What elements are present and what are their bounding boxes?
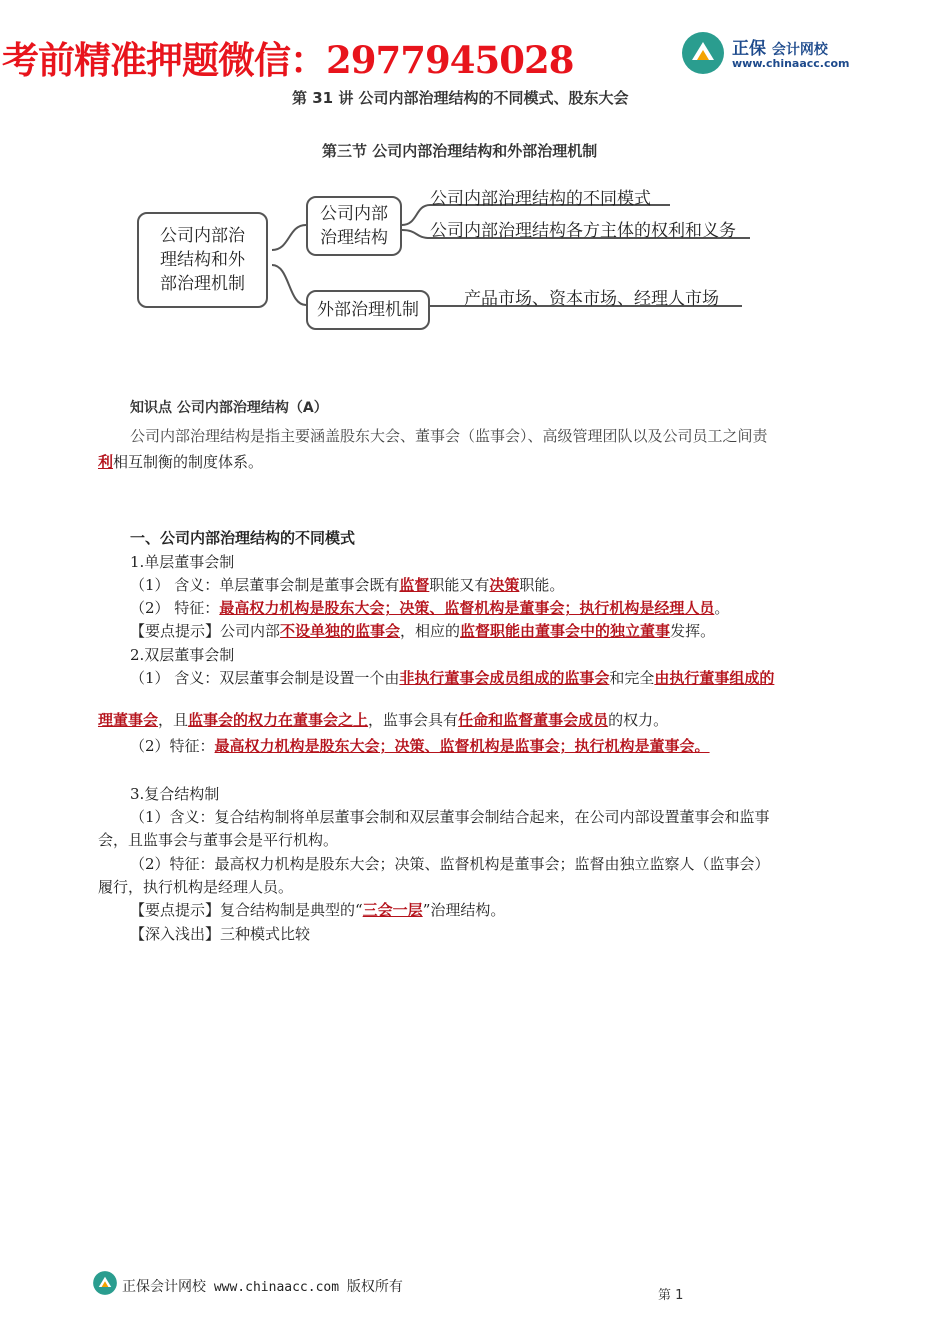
composite-meaning-line-2: 会，且监事会与董事会是平行机构。 — [98, 831, 339, 849]
composite-meaning-line-1: （1）含义：复合结构制将单层董事会制和双层董事会制结合起来，在公司内部设置董事会和监事 — [130, 808, 770, 826]
mindmap-leaf-modes: 公司内部治理结构的不同模式 — [430, 189, 651, 209]
footer-page-number: 第 1 — [658, 1288, 684, 1303]
heading-modes: 一、公司内部治理结构的不同模式 — [130, 529, 356, 547]
single-board-title: 1.单层董事会制 — [130, 553, 235, 571]
composite-features-line-2: 履行，执行机构是经理人员。 — [98, 878, 294, 896]
knowledge-title: 知识点 公司内部治理结构（A） — [130, 400, 328, 416]
logo-name: 正保 — [732, 39, 766, 59]
section-title: 第三节 公司内部治理结构和外部治理机制 — [322, 142, 598, 160]
single-board-meaning: （1） 含义：单层董事会制是董事会既有监督职能又有决策职能。 — [130, 576, 565, 594]
mindmap-leaf-rights: 公司内部治理结构各方主体的权利和义务 — [430, 221, 736, 241]
mindmap-internal-node: 公司内部治理结构 — [306, 196, 402, 256]
logo-suffix: 会计网校 — [771, 42, 828, 58]
two-tier-features: （2）特征：最高权力机构是股东大会；决策、监督机构是监事会；执行机构是董事会。 — [130, 737, 710, 755]
intro-line-2: 利相互制衡的制度体系。 — [98, 453, 264, 471]
wechat-banner: 考前精准押题微信：2977945028 — [2, 38, 574, 82]
two-tier-meaning-line-1: （1） 含义：双层董事会制是设置一个由非执行董事会成员组成的监事会和完全由执行董事组成的 — [130, 669, 775, 687]
logo-url: www.chinaacc.com — [732, 57, 850, 70]
mindmap-external-node: 外部治理机制 — [306, 290, 430, 330]
logo-icon — [680, 30, 726, 76]
footer-copyright: 正保会计网校 www.chinaacc.com 版权所有 — [122, 1279, 403, 1295]
single-board-tip: 【要点提示】公司内部不设单独的监事会，相应的监督职能由董事会中的独立董事发挥。 — [130, 622, 716, 640]
composite-features-line-1: （2）特征：最高权力机构是股东大会；决策、监督机构是董事会；监督由独立监察人（监事会） — [130, 855, 770, 873]
single-board-features: （2） 特征：最高权力机构是股东大会；决策、监督机构是董事会；执行机构是经理人员。 — [130, 599, 730, 617]
mindmap-leaf-markets: 产品市场、资本市场、经理人市场 — [464, 289, 719, 309]
intro-partial: 公司内部治理结构是指主要涵盖股东大会、董事会（监事会）、高级管理团队以及公司员工之间责 — [130, 427, 768, 445]
mindmap-root-node: 公司内部治理结构和外部治理机制 — [137, 212, 268, 308]
footer-logo-icon — [92, 1270, 122, 1300]
composite-title: 3.复合结构制 — [130, 785, 220, 803]
mindmap — [130, 180, 770, 340]
two-tier-meaning-line-2: 理董事会，且监事会的权力在董事会之上，监事会具有任命和监督董事会成员的权力。 — [98, 711, 669, 729]
lecture-title: 第 31 讲 公司内部治理结构的不同模式、股东大会 — [292, 89, 629, 107]
chinaacc-logo[interactable] — [680, 30, 880, 80]
deep-dive-label: 【深入浅出】三种模式比较 — [130, 925, 311, 943]
composite-tip: 【要点提示】复合结构制是典型的“三会一层”治理结构。 — [130, 901, 506, 919]
two-tier-title: 2.双层董事会制 — [130, 646, 235, 664]
